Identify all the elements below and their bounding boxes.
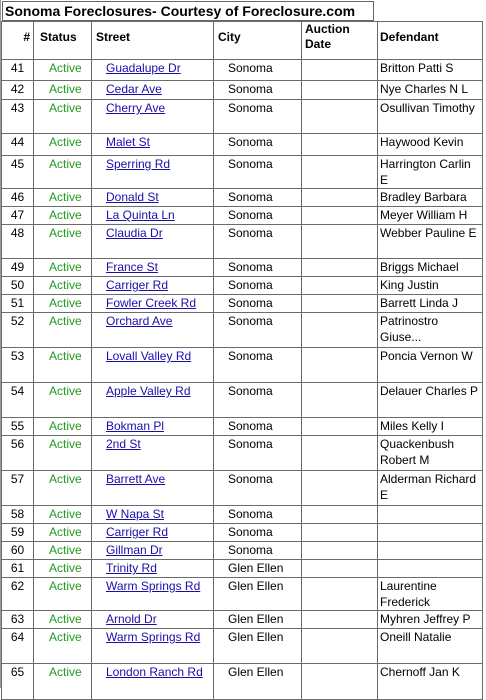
auction-date-cell xyxy=(302,259,378,277)
row-number: 65 xyxy=(2,664,34,700)
street-cell xyxy=(92,259,214,277)
street-link[interactable]: Cedar Ave xyxy=(106,82,162,96)
street-link[interactable]: Carriger Rd xyxy=(106,278,169,292)
table-header-row xyxy=(2,22,483,60)
street-cell xyxy=(92,156,214,189)
foreclosure-table xyxy=(1,21,483,700)
city-cell: Sonoma xyxy=(214,436,302,471)
row-number: 57 xyxy=(2,471,34,506)
column-header-number: # xyxy=(2,22,34,60)
table-row xyxy=(2,542,483,560)
defendant-cell: Barrett Linda J xyxy=(378,295,483,313)
defendant-cell: King Justin xyxy=(378,277,483,295)
row-number: 45 xyxy=(2,156,34,189)
row-number: 51 xyxy=(2,295,34,313)
street-cell xyxy=(92,313,214,348)
street-link[interactable]: Sperring Rd xyxy=(106,157,171,171)
status-cell: Active xyxy=(34,313,92,348)
defendant-cell xyxy=(378,506,483,524)
status-cell: Active xyxy=(34,506,92,524)
defendant-cell: Quackenbush Robert M xyxy=(378,436,483,471)
status-cell: Active xyxy=(34,383,92,418)
defendant-cell: Bradley Barbara xyxy=(378,189,483,207)
auction-date-cell xyxy=(302,611,378,629)
status-cell: Active xyxy=(34,156,92,189)
row-number: 49 xyxy=(2,259,34,277)
auction-date-cell xyxy=(302,60,378,81)
street-link[interactable]: Bokman Pl xyxy=(106,419,165,433)
auction-date-cell xyxy=(302,207,378,225)
table-row xyxy=(2,524,483,542)
defendant-cell: Myhren Jeffrey P xyxy=(378,611,483,629)
column-header-defendant: Defendant xyxy=(378,22,483,60)
city-cell: Sonoma xyxy=(214,524,302,542)
auction-date-cell xyxy=(302,418,378,436)
column-header-city: City xyxy=(214,22,302,60)
row-number: 55 xyxy=(2,418,34,436)
street-link[interactable]: W Napa St xyxy=(106,507,165,521)
status-cell: Active xyxy=(34,295,92,313)
status-cell: Active xyxy=(34,100,92,134)
status-cell: Active xyxy=(34,542,92,560)
row-number: 50 xyxy=(2,277,34,295)
status-cell: Active xyxy=(34,81,92,100)
table-body xyxy=(2,60,483,700)
auction-date-cell xyxy=(302,156,378,189)
row-number: 46 xyxy=(2,189,34,207)
auction-date-cell xyxy=(302,560,378,578)
defendant-cell: Poncia Vernon W xyxy=(378,348,483,383)
street-cell xyxy=(92,629,214,664)
auction-date-cell xyxy=(302,471,378,506)
status-cell: Active xyxy=(34,60,92,81)
street-link[interactable]: 2nd St xyxy=(106,437,141,451)
table-row xyxy=(2,189,483,207)
street-cell xyxy=(92,134,214,156)
row-number: 62 xyxy=(2,578,34,611)
street-link[interactable]: France St xyxy=(106,260,159,274)
auction-date-cell xyxy=(302,225,378,259)
table-row xyxy=(2,295,483,313)
defendant-cell: Laurentine Frederick xyxy=(378,578,483,611)
table-row xyxy=(2,100,483,134)
status-cell: Active xyxy=(34,611,92,629)
street-cell xyxy=(92,100,214,134)
street-link[interactable]: La Quinta Ln xyxy=(106,208,175,222)
city-cell: Sonoma xyxy=(214,383,302,418)
street-cell xyxy=(92,277,214,295)
auction-date-cell xyxy=(302,436,378,471)
street-link[interactable]: Warm Springs Rd xyxy=(106,579,201,593)
city-cell: Sonoma xyxy=(214,60,302,81)
auction-date-cell xyxy=(302,578,378,611)
auction-date-cell xyxy=(302,313,378,348)
street-cell xyxy=(92,60,214,81)
table-row xyxy=(2,156,483,189)
defendant-cell: Delauer Charles P xyxy=(378,383,483,418)
status-cell: Active xyxy=(34,560,92,578)
table-row xyxy=(2,471,483,506)
table-row xyxy=(2,81,483,100)
row-number: 56 xyxy=(2,436,34,471)
auction-date-cell xyxy=(302,524,378,542)
street-cell xyxy=(92,383,214,418)
table-row xyxy=(2,664,483,700)
status-cell: Active xyxy=(34,207,92,225)
auction-date-cell xyxy=(302,542,378,560)
city-cell: Sonoma xyxy=(214,348,302,383)
street-cell xyxy=(92,207,214,225)
table-row xyxy=(2,611,483,629)
row-number: 43 xyxy=(2,100,34,134)
defendant-cell: Meyer William H xyxy=(378,207,483,225)
row-number: 64 xyxy=(2,629,34,664)
status-cell: Active xyxy=(34,436,92,471)
defendant-cell: Haywood Kevin xyxy=(378,134,483,156)
street-link[interactable]: Cherry Ave xyxy=(106,101,166,115)
status-cell: Active xyxy=(34,578,92,611)
status-cell: Active xyxy=(34,259,92,277)
status-cell: Active xyxy=(34,277,92,295)
defendant-cell: Miles Kelly I xyxy=(378,418,483,436)
defendant-cell: Webber Pauline E xyxy=(378,225,483,259)
street-link[interactable]: Gillman Dr xyxy=(106,543,163,557)
city-cell: Glen Ellen xyxy=(214,560,302,578)
street-link[interactable]: Arnold Dr xyxy=(106,612,157,626)
row-number: 59 xyxy=(2,524,34,542)
table-row xyxy=(2,259,483,277)
defendant-cell: Patrinostro Giuse... xyxy=(378,313,483,348)
status-cell: Active xyxy=(34,471,92,506)
auction-date-cell xyxy=(302,629,378,664)
table-row xyxy=(2,207,483,225)
row-number: 63 xyxy=(2,611,34,629)
auction-date-cell xyxy=(302,506,378,524)
city-cell: Glen Ellen xyxy=(214,664,302,700)
row-number: 47 xyxy=(2,207,34,225)
city-cell: Sonoma xyxy=(214,471,302,506)
defendant-cell: Chernoff Jan K xyxy=(378,664,483,700)
street-link[interactable]: Malet St xyxy=(106,135,151,149)
street-cell xyxy=(92,295,214,313)
table-row xyxy=(2,348,483,383)
street-cell xyxy=(92,225,214,259)
street-link[interactable]: Donald St xyxy=(106,190,159,204)
street-link[interactable]: London Ranch Rd xyxy=(106,665,203,679)
city-cell: Glen Ellen xyxy=(214,578,302,611)
defendant-cell xyxy=(378,542,483,560)
row-number: 52 xyxy=(2,313,34,348)
auction-date-cell xyxy=(302,134,378,156)
table-row xyxy=(2,560,483,578)
street-cell xyxy=(92,611,214,629)
status-cell: Active xyxy=(34,524,92,542)
street-link[interactable]: Barrett Ave xyxy=(106,472,166,486)
street-cell xyxy=(92,348,214,383)
defendant-cell: Harrington Carlin E xyxy=(378,156,483,189)
table-row xyxy=(2,277,483,295)
row-number: 53 xyxy=(2,348,34,383)
city-cell: Glen Ellen xyxy=(214,611,302,629)
street-cell xyxy=(92,436,214,471)
defendant-cell: Britton Patti S xyxy=(378,60,483,81)
city-cell: Sonoma xyxy=(214,100,302,134)
row-number: 54 xyxy=(2,383,34,418)
auction-date-cell xyxy=(302,348,378,383)
defendant-cell: Osullivan Timothy xyxy=(378,100,483,134)
status-cell: Active xyxy=(34,418,92,436)
street-link[interactable]: Orchard Ave xyxy=(106,314,173,328)
street-cell xyxy=(92,471,214,506)
city-cell: Sonoma xyxy=(214,156,302,189)
city-cell: Sonoma xyxy=(214,277,302,295)
status-cell: Active xyxy=(34,348,92,383)
table-row xyxy=(2,225,483,259)
status-cell: Active xyxy=(34,664,92,700)
auction-date-cell xyxy=(302,189,378,207)
street-cell xyxy=(92,506,214,524)
defendant-cell xyxy=(378,524,483,542)
street-link[interactable]: Trinity Rd xyxy=(106,561,157,575)
city-cell: Sonoma xyxy=(214,313,302,348)
status-cell: Active xyxy=(34,629,92,664)
street-cell xyxy=(92,524,214,542)
table-row xyxy=(2,418,483,436)
defendant-cell: Alderman Richard E xyxy=(378,471,483,506)
status-cell: Active xyxy=(34,189,92,207)
table-row xyxy=(2,383,483,418)
row-number: 42 xyxy=(2,81,34,100)
street-link[interactable]: Lovall Valley Rd xyxy=(106,349,192,363)
row-number: 48 xyxy=(2,225,34,259)
street-cell xyxy=(92,664,214,700)
street-cell xyxy=(92,560,214,578)
auction-date-cell xyxy=(302,664,378,700)
street-cell xyxy=(92,81,214,100)
table-row xyxy=(2,436,483,471)
column-header-auction-date: Auction Date xyxy=(302,22,378,60)
table-row xyxy=(2,60,483,81)
defendant-cell xyxy=(378,560,483,578)
defendant-cell: Nye Charles N L xyxy=(378,81,483,100)
city-cell: Sonoma xyxy=(214,259,302,277)
city-cell: Sonoma xyxy=(214,295,302,313)
table-row xyxy=(2,134,483,156)
row-number: 60 xyxy=(2,542,34,560)
table-row xyxy=(2,506,483,524)
table-row xyxy=(2,578,483,611)
auction-date-cell xyxy=(302,277,378,295)
street-cell xyxy=(92,578,214,611)
city-cell: Sonoma xyxy=(214,506,302,524)
row-number: 44 xyxy=(2,134,34,156)
street-link[interactable]: Claudia Dr xyxy=(106,226,163,240)
city-cell: Sonoma xyxy=(214,81,302,100)
city-cell: Sonoma xyxy=(214,189,302,207)
status-cell: Active xyxy=(34,134,92,156)
city-cell: Sonoma xyxy=(214,418,302,436)
defendant-cell: Oneill Natalie xyxy=(378,629,483,664)
street-link[interactable]: Carriger Rd xyxy=(106,525,169,539)
street-link[interactable]: Guadalupe Dr xyxy=(106,61,181,75)
row-number: 41 xyxy=(2,60,34,81)
auction-date-cell xyxy=(302,81,378,100)
street-cell xyxy=(92,418,214,436)
auction-date-cell xyxy=(302,383,378,418)
city-cell: Sonoma xyxy=(214,207,302,225)
street-cell xyxy=(92,189,214,207)
column-header-street: Street xyxy=(92,22,214,60)
city-cell: Sonoma xyxy=(214,225,302,259)
street-link[interactable]: Apple Valley Rd xyxy=(106,384,191,398)
city-cell: Sonoma xyxy=(214,134,302,156)
table-row xyxy=(2,313,483,348)
table-row xyxy=(2,629,483,664)
defendant-cell: Briggs Michael xyxy=(378,259,483,277)
auction-date-cell xyxy=(302,100,378,134)
row-number: 61 xyxy=(2,560,34,578)
status-cell: Active xyxy=(34,225,92,259)
row-number: 58 xyxy=(2,506,34,524)
city-cell: Sonoma xyxy=(214,542,302,560)
street-link[interactable]: Fowler Creek Rd xyxy=(106,296,197,310)
street-link[interactable]: Warm Springs Rd xyxy=(106,630,201,644)
city-cell: Glen Ellen xyxy=(214,629,302,664)
auction-date-cell xyxy=(302,295,378,313)
street-cell xyxy=(92,542,214,560)
page-title: Sonoma Foreclosures- Courtesy of Foreclosure.com xyxy=(2,1,374,21)
column-header-status: Status xyxy=(34,22,92,60)
